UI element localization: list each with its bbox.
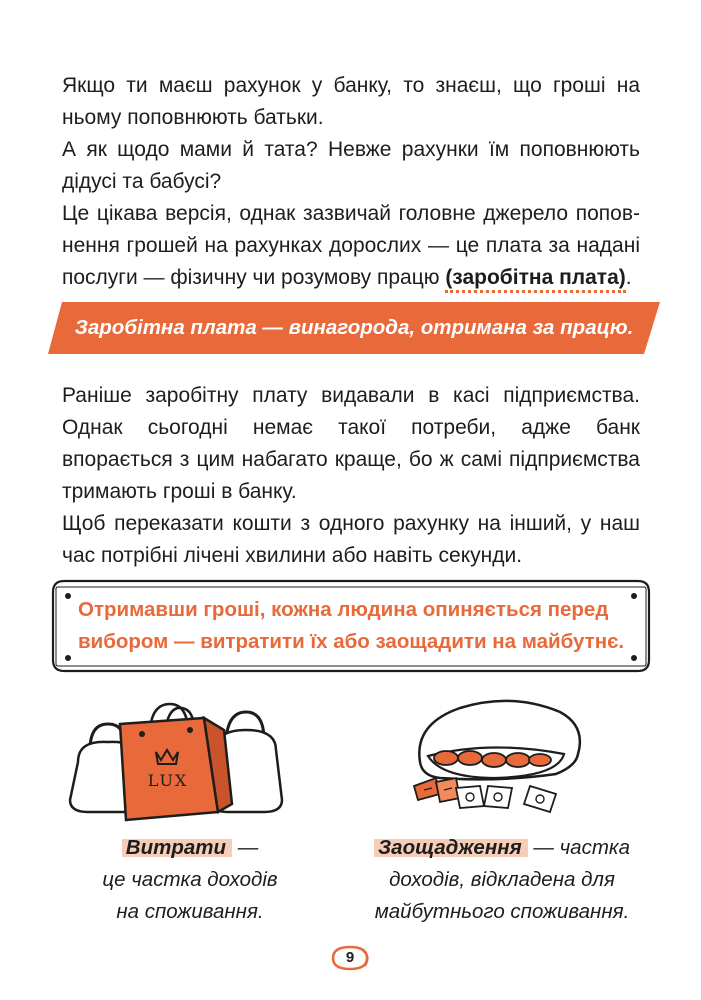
savings-term: Заощадження [374, 836, 528, 859]
highlight-box [50, 578, 652, 674]
spending-caption-line-3: на споживання. [116, 900, 264, 923]
definition-text: Заробітна плата — винагорода, отримана за працю. [74, 316, 634, 339]
bag-brand-label: LUX [147, 771, 189, 790]
savings-dash: — частка [527, 836, 630, 859]
spending-caption [70, 832, 310, 928]
spending-caption-line-1 [70, 832, 310, 864]
definition-ribbon [48, 298, 660, 358]
savings-caption-line-3: майбутнього споживання. [374, 900, 630, 923]
term-salary: (заробітна плата) [445, 266, 625, 293]
paragraph-intro-1: Якщо ти маєш рахунок у банку, то знаєш, що гроші на ньому поповнюють батьки. [62, 74, 640, 129]
paragraph-intro-3-end: . [625, 266, 632, 289]
paragraph-body-1: Раніше заробітну плату видавали в касі підприємства. Однак сьогодні немає такої потреби, адже банк впорається з цим набагато краще, бо ж самі підприємства тримають гроші в банку. [62, 384, 640, 503]
paragraph-intro-2: А як щодо мами й тата? Невже рахунки їм поповнюють дідусі та бабусі? [62, 138, 640, 193]
savings-caption-line-1 [352, 832, 652, 864]
spending-caption-line-2: це частка доходів [102, 868, 278, 891]
page-number [327, 944, 373, 972]
spending-term: Витрати [122, 836, 232, 859]
paragraph-intro-3 [62, 198, 640, 294]
paragraph-body-2: Щоб переказати кошти з одного рахунку на інший, у наш час потрібні лічені хвилини або навіть секунди. [62, 512, 640, 567]
savings-caption [352, 832, 652, 928]
piggy-bank-savings-icon [400, 690, 590, 825]
shopping-bags-icon [66, 700, 286, 825]
page-number-text: 9 [345, 949, 355, 966]
savings-caption-line-2: доходів, відкладена для [389, 868, 615, 891]
spending-dash: — [232, 836, 259, 859]
highlight-text: Отримавши гроші, кожна людина опиняється перед вибором — витратити їх або заощадити на майбутнє. [78, 598, 625, 653]
paragraph-intro-3-text: Це цікава версія, однак зазвичай головне джерело поповнення грошей на рахунках дорослих — це плата за надані послуги — фізичну чи розумову працю [62, 202, 640, 289]
